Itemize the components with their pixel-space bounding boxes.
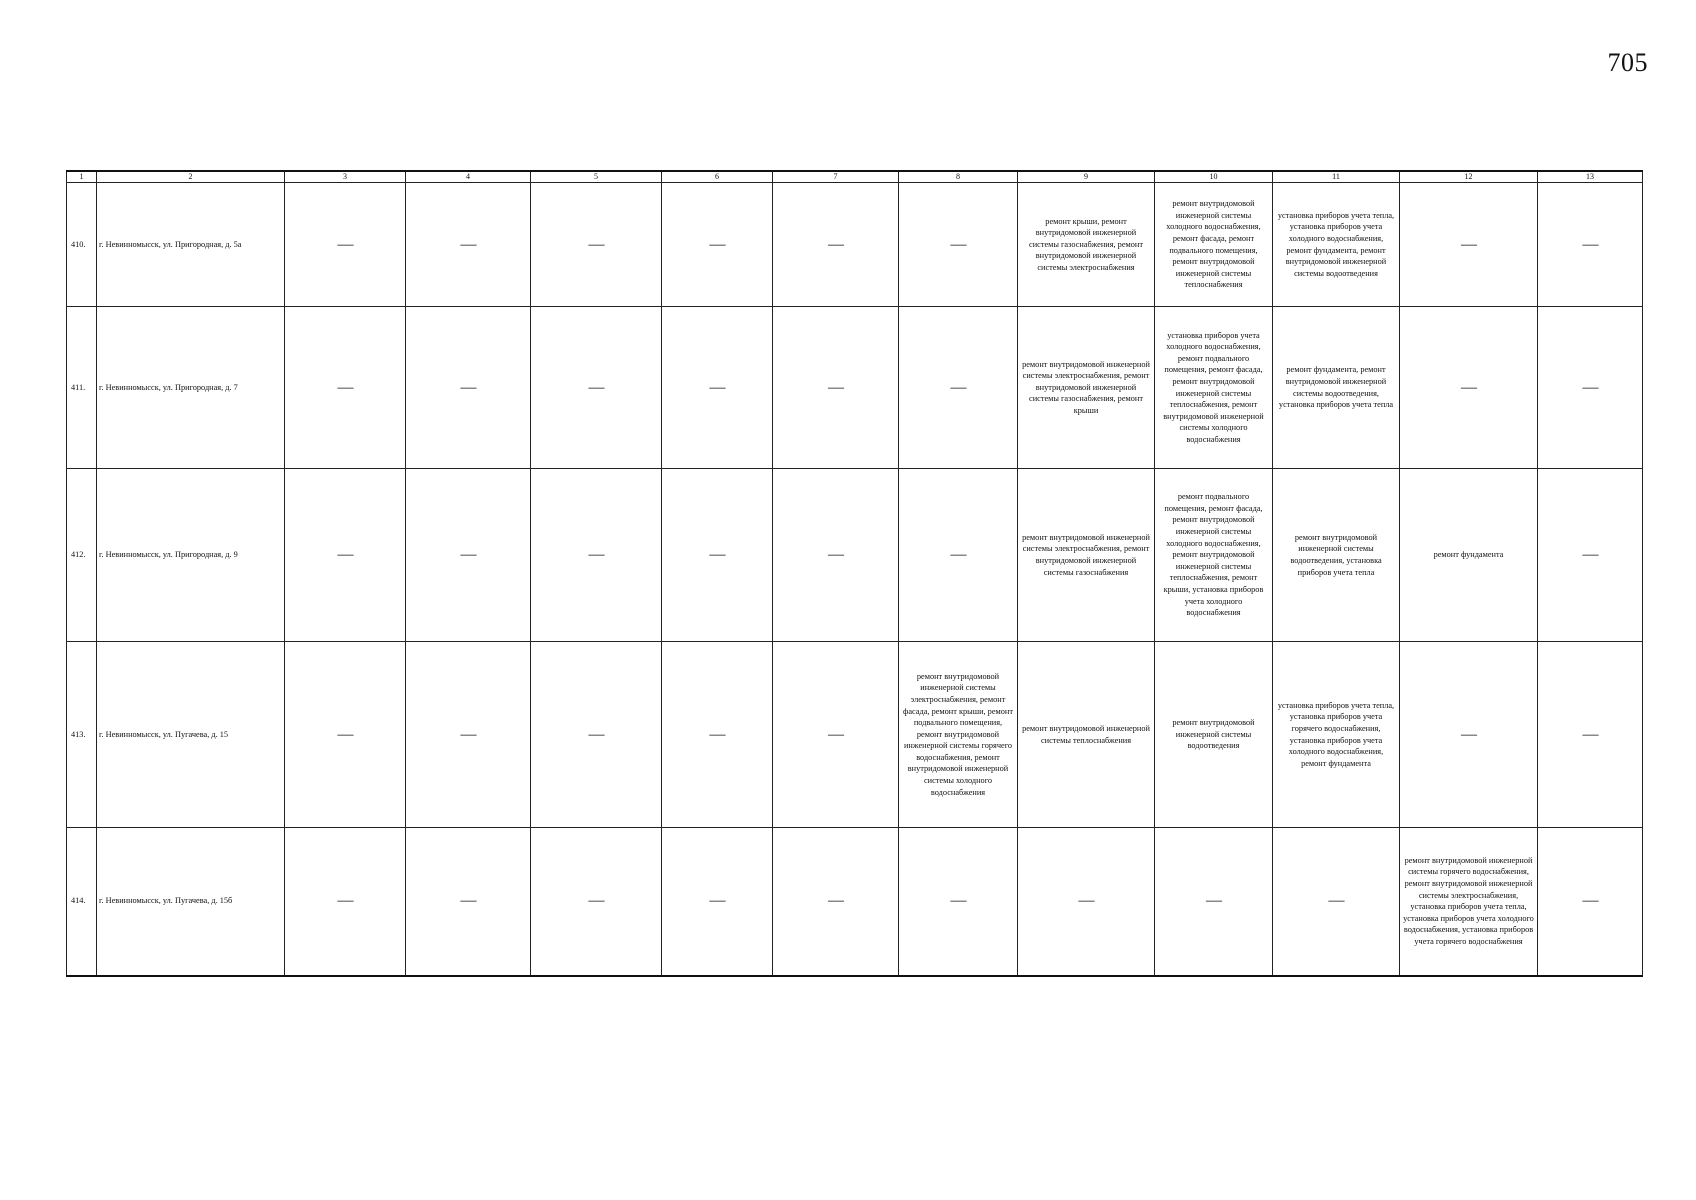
col-header-8: 8 — [899, 171, 1018, 183]
cell-col11: ремонт внутридомовой инженерной системы водоотведения, установка приборов учета тепла — [1273, 469, 1400, 642]
cell-col13: — — [1538, 307, 1643, 469]
cell-col12: ремонт внутридомовой инженерной системы горячего водоснабжения, ремонт внутридомовой инженерной системы электроснабжения, установка приборов учета тепла, установка приборов учета холодного водоснабжения, установка приборов учета горячего водоснабжения — [1400, 828, 1538, 976]
table-row — [67, 469, 1643, 642]
cell-col6: — — [662, 183, 773, 307]
cell-col9: ремонт внутридомовой инженерной системы электроснабжения, ремонт внутридомовой инженерной системы газоснабжения, ремонт крыши — [1018, 307, 1155, 469]
cell-col10: — — [1155, 828, 1273, 976]
row-address: г. Невинномысск, ул. Пугачева, д. 15 — [97, 642, 285, 828]
cell-col13: — — [1538, 642, 1643, 828]
cell-col10: установка приборов учета холодного водоснабжения, ремонт подвального помещения, ремонт фасада, ремонт внутридомовой инженерной системы теплоснабжения, ремонт внутридомовой инженерной системы холодного водоснабжения — [1155, 307, 1273, 469]
cell-col7: — — [773, 642, 899, 828]
cell-col13: — — [1538, 828, 1643, 976]
cell-col12: — — [1400, 307, 1538, 469]
cell-col12: — — [1400, 642, 1538, 828]
cell-col7: — — [773, 469, 899, 642]
cell-col7: — — [773, 307, 899, 469]
cell-col7: — — [773, 828, 899, 976]
cell-col6: — — [662, 828, 773, 976]
col-header-7: 7 — [773, 171, 899, 183]
col-header-12: 12 — [1400, 171, 1538, 183]
cell-col9: ремонт крыши, ремонт внутридомовой инженерной системы газоснабжения, ремонт внутридомовой инженерной системы электроснабжения — [1018, 183, 1155, 307]
cell-col9: ремонт внутридомовой инженерной системы электроснабжения, ремонт внутридомовой инженерной системы газоснабжения — [1018, 469, 1155, 642]
table-row — [67, 828, 1643, 976]
table-row — [67, 642, 1643, 828]
row-address: г. Невинномысск, ул. Пригородная, д. 5а — [97, 183, 285, 307]
cell-col3: — — [285, 307, 406, 469]
cell-col13: — — [1538, 183, 1643, 307]
cell-col11: установка приборов учета тепла, установка приборов учета горячего водоснабжения, установка приборов учета холодного водоснабжения, ремонт фундамента — [1273, 642, 1400, 828]
cell-col3: — — [285, 828, 406, 976]
col-header-3: 3 — [285, 171, 406, 183]
cell-col4: — — [406, 642, 531, 828]
cell-col3: — — [285, 183, 406, 307]
col-header-13: 13 — [1538, 171, 1643, 183]
cell-col10: ремонт внутридомовой инженерной системы водоотведения — [1155, 642, 1273, 828]
cell-col5: — — [531, 828, 662, 976]
cell-col8: ремонт внутридомовой инженерной системы электроснабжения, ремонт фасада, ремонт крыши, ремонт подвального помещения, ремонт внутридомовой инженерной системы горячего водоснабжения, ремонт внутридомовой инженерной системы холодного водоснабжения — [899, 642, 1018, 828]
row-address: г. Невинномысск, ул. Пугачева, д. 15б — [97, 828, 285, 976]
cell-col10: ремонт внутридомовой инженерной системы холодного водоснабжения, ремонт фасада, ремонт подвального помещения, ремонт внутридомовой инженерной системы теплоснабжения — [1155, 183, 1273, 307]
cell-col12: — — [1400, 183, 1538, 307]
cell-col6: — — [662, 469, 773, 642]
cell-col8: — — [899, 307, 1018, 469]
row-number: 411. — [67, 307, 97, 469]
cell-col13: — — [1538, 469, 1643, 642]
cell-col3: — — [285, 642, 406, 828]
row-number: 410. — [67, 183, 97, 307]
cell-col11: ремонт фундамента, ремонт внутридомовой инженерной системы водоотведения, установка приборов учета тепла — [1273, 307, 1400, 469]
cell-col11: — — [1273, 828, 1400, 976]
cell-col7: — — [773, 183, 899, 307]
cell-col9: ремонт внутридомовой инженерной системы теплоснабжения — [1018, 642, 1155, 828]
cell-col8: — — [899, 828, 1018, 976]
row-number: 412. — [67, 469, 97, 642]
cell-col9: — — [1018, 828, 1155, 976]
col-header-10: 10 — [1155, 171, 1273, 183]
cell-col5: — — [531, 307, 662, 469]
col-header-4: 4 — [406, 171, 531, 183]
col-header-9: 9 — [1018, 171, 1155, 183]
row-number: 413. — [67, 642, 97, 828]
cell-col5: — — [531, 183, 662, 307]
table-row — [67, 307, 1643, 469]
col-header-6: 6 — [662, 171, 773, 183]
col-header-1: 1 — [67, 171, 97, 183]
cell-col4: — — [406, 469, 531, 642]
cell-col4: — — [406, 307, 531, 469]
cell-col4: — — [406, 183, 531, 307]
cell-col5: — — [531, 642, 662, 828]
cell-col6: — — [662, 307, 773, 469]
cell-col12: ремонт фундамента — [1400, 469, 1538, 642]
row-number: 414. — [67, 828, 97, 976]
table-row — [67, 183, 1643, 307]
cell-col4: — — [406, 828, 531, 976]
col-header-5: 5 — [531, 171, 662, 183]
row-address: г. Невинномысск, ул. Пригородная, д. 7 — [97, 307, 285, 469]
page-number: 705 — [1607, 48, 1648, 77]
cell-col6: — — [662, 642, 773, 828]
header-row — [67, 171, 1643, 183]
col-header-11: 11 — [1273, 171, 1400, 183]
cell-col5: — — [531, 469, 662, 642]
cell-col3: — — [285, 469, 406, 642]
work-schedule-table — [66, 170, 1643, 977]
cell-col8: — — [899, 469, 1018, 642]
cell-col11: установка приборов учета тепла, установка приборов учета холодного водоснабжения, ремонт фундамента, ремонт внутридомовой инженерной системы водоотведения — [1273, 183, 1400, 307]
row-address: г. Невинномысск, ул. Пригородная, д. 9 — [97, 469, 285, 642]
cell-col10: ремонт подвального помещения, ремонт фасада, ремонт внутридомовой инженерной системы холодного водоснабжения, ремонт внутридомовой инженерной системы теплоснабжения, ремонт крыши, установка приборов учета холодного водоснабжения — [1155, 469, 1273, 642]
cell-col8: — — [899, 183, 1018, 307]
col-header-2: 2 — [97, 171, 285, 183]
